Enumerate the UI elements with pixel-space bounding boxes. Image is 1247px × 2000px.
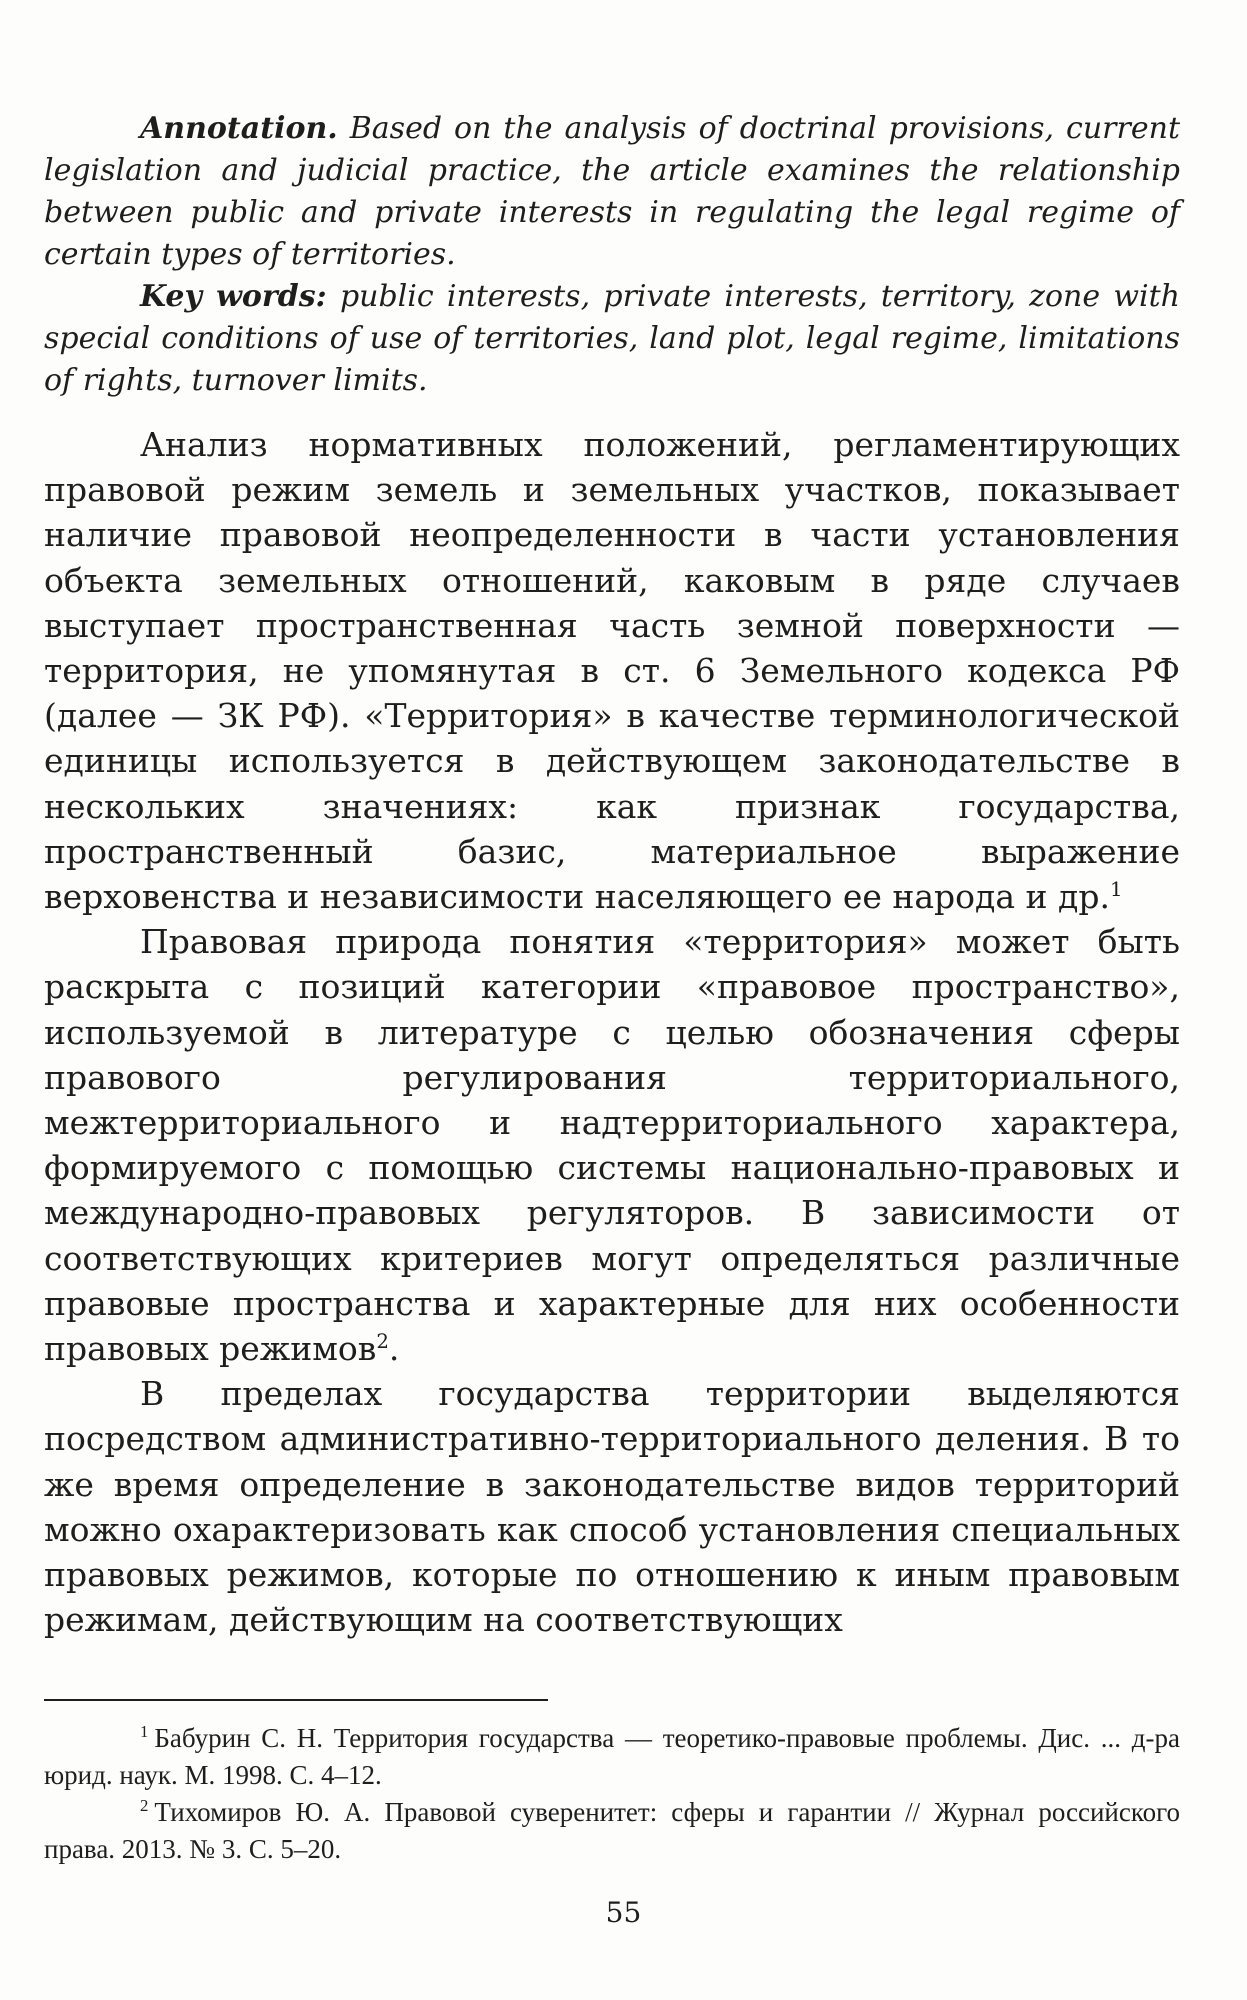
footnote-1-marker: 1 — [140, 1722, 149, 1741]
abstract-block — [44, 108, 1180, 402]
keywords-label: Key words: — [140, 279, 327, 314]
body-paragraph-1 — [44, 422, 1180, 919]
footnote-2 — [44, 1794, 1180, 1868]
keywords-paragraph — [44, 276, 1180, 402]
body-paragraph-1-text: Анализ нормативных положений, регламентирующих правовой режим земель и земельных участков, показывает наличие правовой неопределенности в части установления объекта земельных отношений, каковым в ряде случаев выступает пространственная часть земной поверхности — территория, не упомянутая в ст. 6 Земельного кодекса РФ (далее — ЗК РФ). «Территория» в качестве терминологической единицы используется в действующем законодательстве в нескольких значениях: как признак государства, пространственный базис, материальное выражение верховенства и независимости населяющего ее народа и др. — [44, 425, 1180, 917]
main-text — [44, 422, 1180, 1642]
footnote-divider — [44, 1699, 548, 1701]
footnotes — [44, 1720, 1180, 1868]
annotation-text: Based on the analysis of doctrinal provisions, current legislation and judicial practice, the article examines the relationship between public and private interests in regulating the legal regime of certain types of territories. — [44, 111, 1180, 272]
body-paragraph-3 — [44, 1371, 1180, 1642]
body-paragraph-2 — [44, 919, 1180, 1371]
body-paragraph-2-end: . — [388, 1329, 400, 1369]
annotation-paragraph — [44, 108, 1180, 276]
footnote-ref-1[interactable]: 1 — [1109, 878, 1123, 902]
body-paragraph-3-text: В пределах государства территории выделяются посредством административно-территориального деления. В то же время определение в законодательстве видов территорий можно охарактеризовать как способ установления специальных правовых режимов, которые по отношению к иным правовым режимам, действующим на соответствующих — [44, 1374, 1180, 1640]
footnote-2-marker: 2 — [140, 1796, 149, 1815]
footnote-ref-2[interactable]: 2 — [376, 1330, 389, 1354]
page-number: 55 — [605, 1896, 642, 1929]
footnote-1-text: Бабурин С. Н. Территория государства — теоретико-правовые проблемы. Дис. ... д-ра юрид. наук. М. 1998. С. 4–12. — [44, 1723, 1180, 1790]
footnote-1 — [44, 1720, 1180, 1794]
annotation-label: Annotation. — [140, 111, 338, 146]
body-paragraph-2-text: Правовая природа понятия «территория» может быть раскрыта с позиций категории «правовое пространство», используемой в литературе с целью обозначения сферы правового регулирования территориального, межтерриториального и надтерриториального характера, формируемого с помощью системы национально-правовых и международно-правовых регуляторов. В зависимости от соответствующих критериев могут определяться различные правовые пространства и характерные для них особенности правовых режимов — [44, 922, 1180, 1369]
keywords-text: public interests, private interests, territory, zone with special conditions of use of territories, land plot, legal regime, limitations of rights, turnover limits. — [44, 279, 1180, 398]
footnote-2-text: Тихомиров Ю. А. Правовой суверенитет: сферы и гарантии // Журнал российского права. 2013. № 3. С. 5–20. — [44, 1797, 1180, 1864]
